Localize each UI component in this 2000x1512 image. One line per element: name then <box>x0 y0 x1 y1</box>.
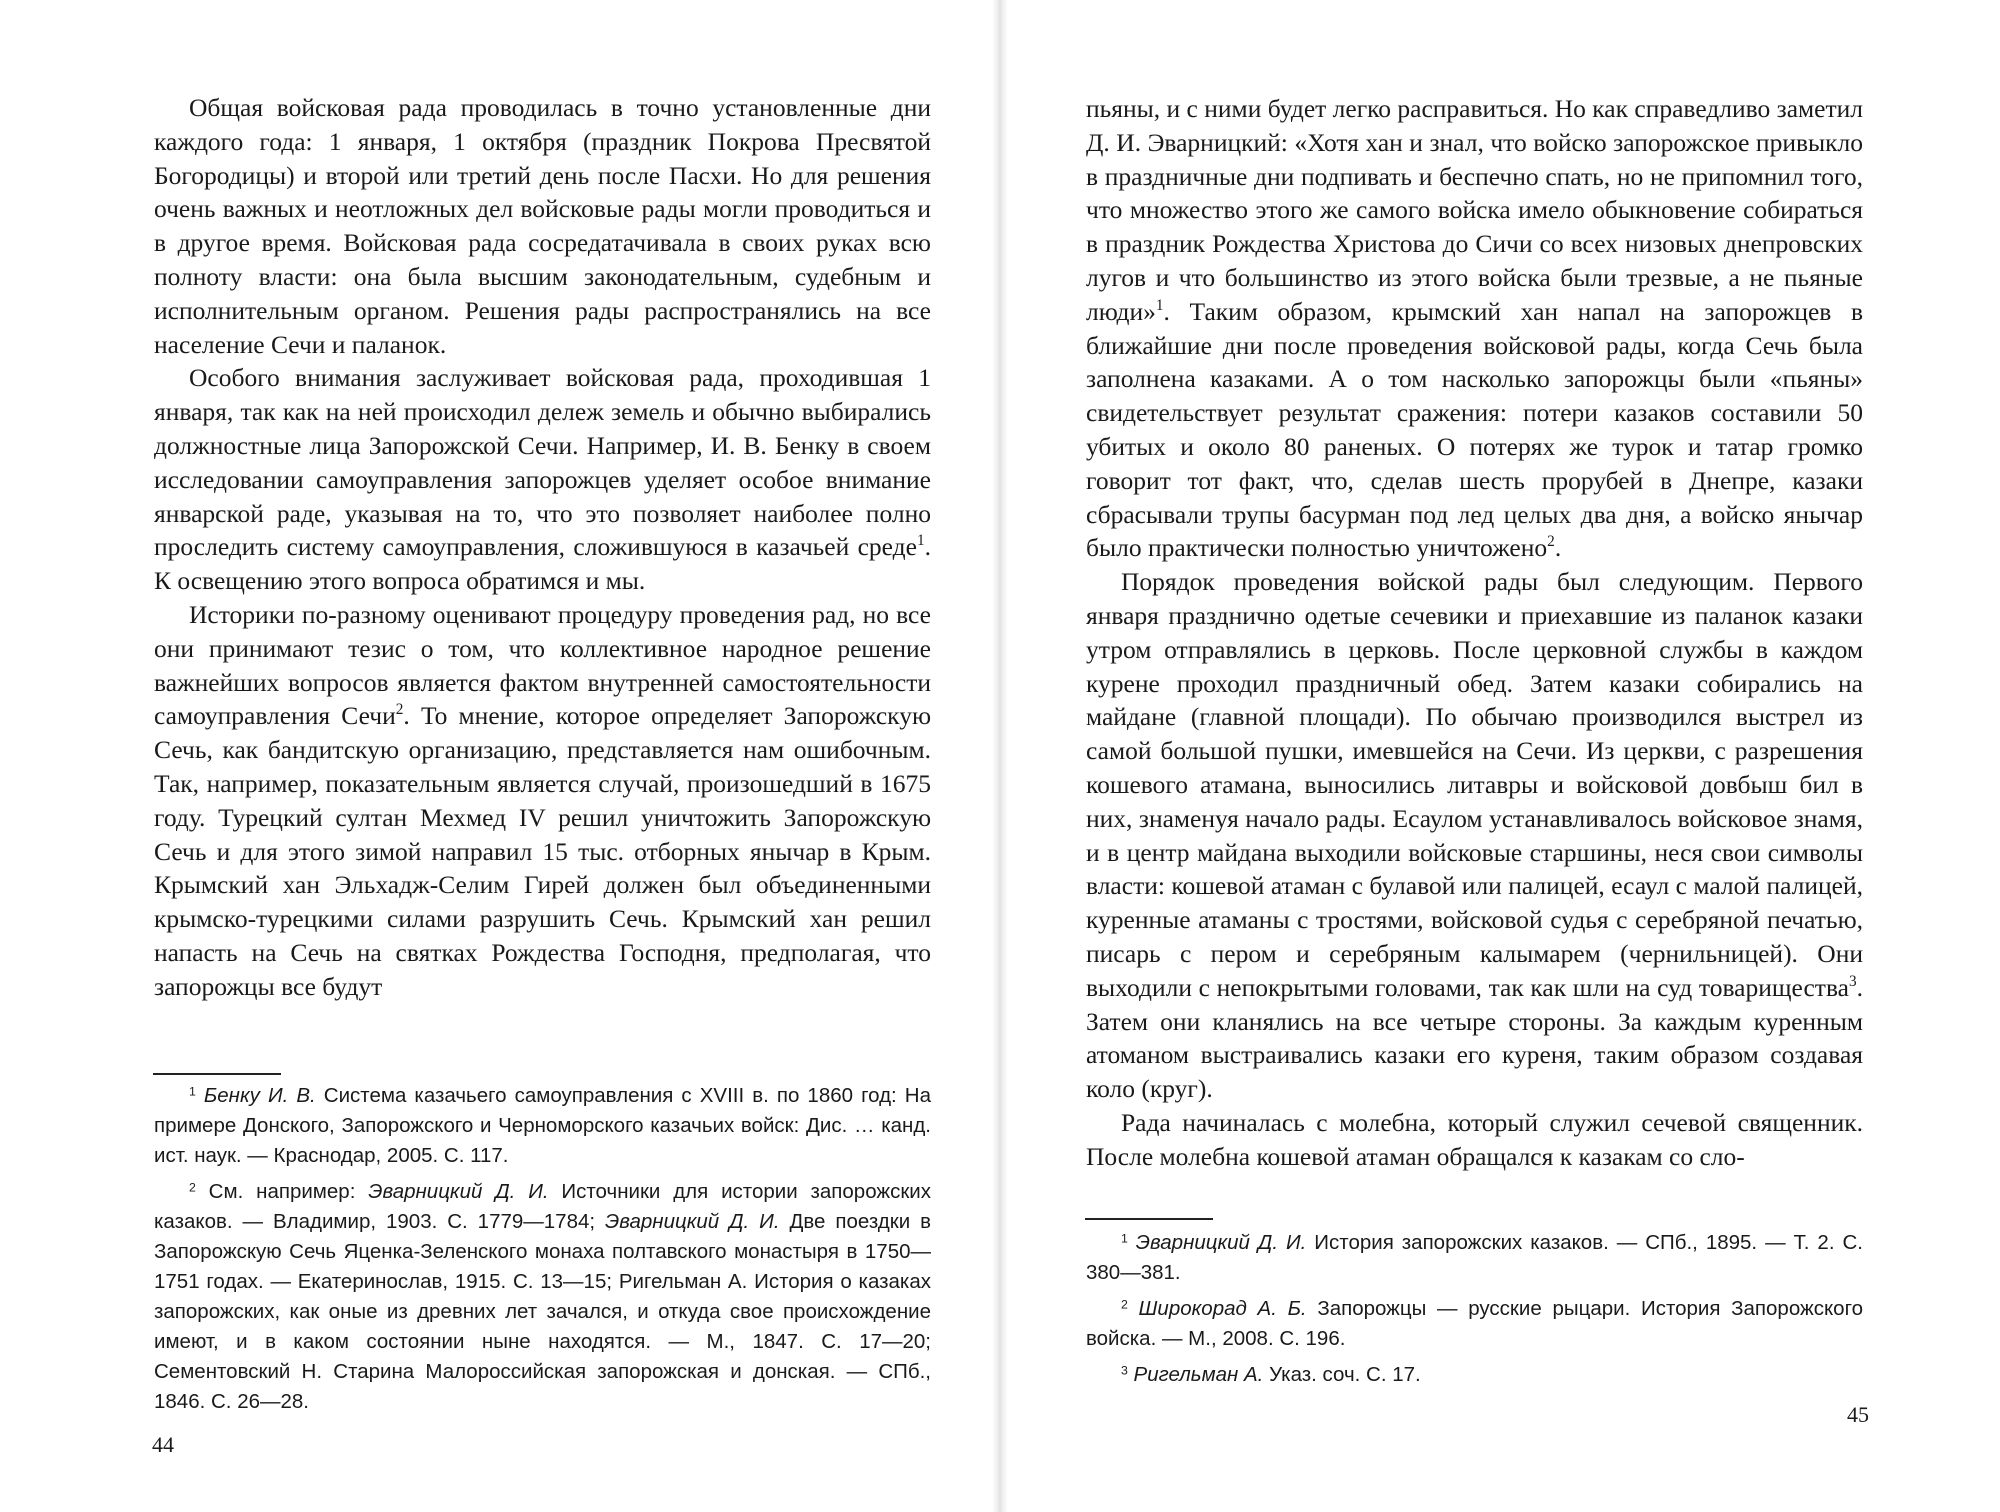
footnote-marker: 2 <box>1547 533 1555 551</box>
paragraph <box>154 361 931 598</box>
author-name: Бенку И. В. <box>203 1084 316 1107</box>
text-run: История запорожских казаков. — СПб., 1895. — Т. 2. С. 380—381. <box>1086 1231 1863 1284</box>
paragraph <box>1086 1106 1863 1174</box>
text-run: . Затем они кланялись на все четыре стороны. За каждым куренным атоманом выстраивались казаки его куреня, таким образом создавая коло (круг). <box>1086 972 1863 1104</box>
right-footnote-rule <box>1085 1218 1213 1220</box>
footnote-marker: 1 <box>1121 1231 1128 1246</box>
paragraph <box>1086 92 1863 565</box>
footnote-marker: 1 <box>1155 296 1164 314</box>
text-run: . <box>1554 533 1562 563</box>
footnote <box>154 1081 931 1171</box>
text-run: Указ. соч. С. 17. <box>1263 1363 1421 1386</box>
text-run: Особого внимания заслуживает войсковая рада, проходившая 1 января, так как на ней происходил дележ земель и обычно выбирались должностные лица Запорожской Сечи. Например, И. В. Бенку в своем исследовании самоуправления запорожцев уделяет особое внимание январской раде, указывая на то, что это позволяет наиболее полно проследить систему самоуправления, сложившуюся в казачьей среде <box>154 363 931 562</box>
left-page-footnotes <box>154 1081 931 1423</box>
author-name: Ригельман А. <box>1133 1363 1264 1386</box>
text-run: Общая войсковая рада проводилась в точно установленные дни каждого года: 1 января, 1 октября (праздник Покрова Пресвятой Богородицы) и второй или третий день после Пасхи. Но для решения очень важных и неотложных дел войсковые рады могли проводиться и в другое время. Войсковая рада сосредатачивала в своих руках всю полноту власти: она была высшим законодательным, судебным и исполнительным органом. Решения рады распространялись на все население Сечи и паланок. <box>154 93 931 359</box>
text-run: Рада начиналась с молебна, который служил сечевой священник. После молебна кошевой атаман обращался к казакам со сло- <box>1086 1107 1863 1171</box>
paragraph <box>1086 565 1863 1106</box>
text-run <box>1128 1297 1139 1320</box>
right-page-footnotes <box>1086 1228 1863 1396</box>
left-footnote-rule <box>153 1073 281 1075</box>
footnote-marker: 1 <box>189 1084 196 1099</box>
text-run <box>196 1084 204 1107</box>
footnote-marker: 3 <box>1848 972 1857 990</box>
footnote-marker: 2 <box>395 701 404 719</box>
book-gutter <box>992 0 1008 1512</box>
text-run: Источники для истории запорожских казаков. — Владимир, 1903. С. 1779—1784; <box>154 1180 931 1233</box>
right-page-body <box>1086 92 1863 1174</box>
author-name: Эварницкий Д. И. <box>368 1180 549 1203</box>
footnote <box>1086 1294 1863 1354</box>
footnote <box>1086 1228 1863 1288</box>
author-name: Эварницкий Д. И. <box>605 1210 780 1233</box>
text-run: пьяны, и с ними будет легко расправиться. Но как справедливо заметил Д. И. Эварницкий: «Хотя хан и знал, что войско запорожское привыкло в праздничные дни подпивать и беспечно спать, но не припомнил того, что множество этого же самого войска имело обыкновение собираться в праздник Рождества Христова до Сичи со всех низовых днепровских лугов и что большинство из этого войска были трезвые, а не пьяные люди» <box>1086 94 1863 326</box>
text-run: Историки по-разному оценивают процедуру проведения рад, но все они принимают тезис о том, что коллективное народное решение важнейших вопросов является фактом внутренней самостоятельности самоуправления Сечи <box>154 599 931 731</box>
author-name: Эварницкий Д. И. <box>1135 1231 1307 1254</box>
paragraph <box>154 598 931 1004</box>
text-run: . К освещению этого вопроса обратимся и мы. <box>154 532 931 596</box>
footnote-marker: 2 <box>1121 1297 1128 1312</box>
page-number-left: 44 <box>152 1432 174 1457</box>
footnote <box>1086 1360 1863 1390</box>
text-run <box>1128 1231 1136 1254</box>
footnote <box>154 1177 931 1417</box>
text-run: . Таким образом, крымский хан напал на запорожцев в ближайшие дни после проведения войсковой рады, когда Сечь была заполнена казаками. А о том насколько запорожцы были «пьяны» свидетельствует результат сражения: потери казаков составили 50 убитых и около 80 раненых. О потерях же турок и татар громко говорит тот факт, что, сделав шесть прорубей в Днепре, казаки сбрасывали трупы басурман под лед целых два дня, а войско янычар было практически полностью уничтожено <box>1086 296 1863 563</box>
text-run: Две поездки в Запорожскую Сечь Яценка-Зеленского монаха полтавского монастыря в 1750—1751 годах. — Екатеринослав, 1915. С. 13—15; Ригельман А. История о казаках запорожских, как оные из древних лет зачался, и откуда свое происхождение имеют, и в каком состоянии ныне находятся. — М., 1847. С. 17—20; Сементовский Н. Старина Малороссийская запорожская и донская. — СПб., 1846. С. 26—28. <box>154 1210 931 1413</box>
left-page-body <box>154 91 931 1004</box>
page-number-right: 45 <box>1847 1402 1869 1427</box>
text-run: См. например: <box>195 1180 369 1203</box>
footnote-marker: 1 <box>916 532 925 550</box>
footnote-marker: 3 <box>1121 1363 1128 1378</box>
author-name: Широкорад А. Б. <box>1138 1297 1307 1320</box>
text-run: . То мнение, которое определяет Запорожскую Сечь, как бандитскую организацию, представляется нам ошибочным. Так, например, показательным является случай, произошедший в 1675 году. Турецкий султан Мехмед IV решил уничтожить Запорожскую Сечь и для этого зимой направил 15 тыс. отборных янычар в Крым. Крымский хан Эльхадж-Селим Гирей должен был объединенными крымско-турецкими силами разрушить Сечь. Крымский хан решил напасть на Сечь на святках Рождества Господня, предполагая, что запорожцы все будут <box>154 701 931 1001</box>
text-run: Система казачьего самоуправления с XVIII в. по 1860 год: На примере Донского, Запорожского и Черноморского казачьих войск: Дис. … канд. ист. наук. — Краснодар, 2005. С. 117. <box>154 1084 931 1167</box>
paragraph <box>154 91 931 361</box>
text-run: Запорожцы — русские рыцари. История Запорожского войска. — М., 2008. С. 196. <box>1086 1297 1863 1350</box>
text-run: Порядок проведения войской рады был следующим. Первого января празднично одетые сечевики и приехавшие из паланок казаки утром отправлялись в церковь. После церковной службы в каждом курене проходил праздничный обед. Затем казаки собирались на майдане (главной площади). По обычаю производился выстрел из самой большой пушки, имевшейся на Сечи. Из церкви, с разрешения кошевого атамана, выносились литавры и войсковой довбыш бил в них, знаменуя начало рады. Есаулом устанавливалось войсковое знамя, и в центр майдана выходили войсковые старшины, неся свои символы власти: кошевой атаман с булавой или палицей, есаул с малой палицей, куренные атаманы с тростями, войсковой судья с серебряной печатью, писарь с пером и серебряным калымарем (чернильницей). Они выходили с непокрытыми головами, так как шли на суд товарищества <box>1086 567 1863 1002</box>
footnote-marker: 2 <box>189 1180 196 1195</box>
